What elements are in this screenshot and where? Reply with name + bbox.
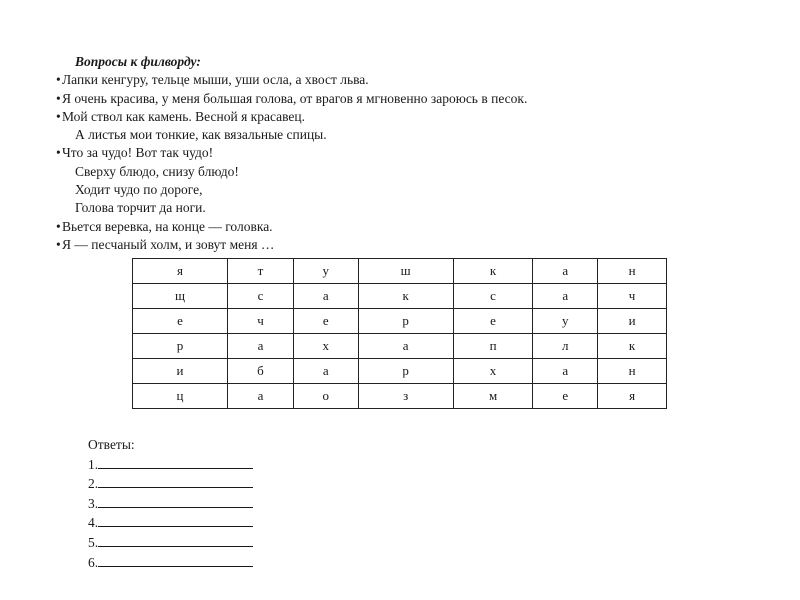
grid-cell: у [533, 309, 598, 334]
answer-line-3 [88, 494, 253, 514]
grid-cell: б [228, 359, 294, 384]
question-text: Я — песчаный холм, и зовут меня … [62, 236, 275, 252]
answer-number: 3. [88, 495, 99, 511]
answer-blank[interactable] [98, 553, 253, 567]
grid-cell: а [533, 284, 598, 309]
grid-cell: х [453, 359, 533, 384]
grid-cell: м [453, 384, 533, 409]
question-4-continuation: Сверху блюдо, снизу блюдо! [75, 163, 239, 179]
grid-cell: х [293, 334, 358, 359]
answer-line-1 [88, 455, 253, 475]
bullet-icon: • [56, 72, 61, 88]
answer-line-2 [88, 474, 253, 494]
question-5 [56, 218, 756, 236]
question-text: Лапки кенгуру, тельце мыши, уши осла, а хвост льва. [62, 72, 369, 88]
answer-number: 4. [88, 515, 99, 531]
answer-line-6 [88, 553, 253, 573]
bullet-icon: • [56, 108, 61, 124]
question-text: Что за чудо! Вот так чудо! [62, 145, 214, 161]
answer-blank[interactable] [98, 533, 253, 547]
grid-cell: щ [133, 284, 228, 309]
answer-number: 2. [88, 476, 99, 492]
grid-cell: и [598, 309, 667, 334]
answer-blank[interactable] [98, 513, 253, 527]
grid-cell: а [228, 384, 294, 409]
answer-number: 1. [88, 456, 99, 472]
grid-cell: а [358, 334, 453, 359]
grid-cell: т [228, 259, 294, 284]
question-3 [56, 108, 756, 126]
question-4 [56, 144, 756, 162]
grid-row [133, 359, 667, 384]
grid-cell: к [598, 334, 667, 359]
grid-cell: ч [598, 284, 667, 309]
grid-cell: к [453, 259, 533, 284]
grid-cell: е [133, 309, 228, 334]
bullet-icon: • [56, 236, 61, 252]
answer-line-5 [88, 533, 253, 553]
grid-cell: ц [133, 384, 228, 409]
grid-cell: а [533, 359, 598, 384]
grid-row [133, 284, 667, 309]
grid-cell: я [133, 259, 228, 284]
word-search-grid [132, 258, 667, 409]
grid-cell: н [598, 259, 667, 284]
grid-row [133, 309, 667, 334]
grid-cell: ш [358, 259, 453, 284]
answer-line-4 [88, 513, 253, 533]
answers-title: Ответы: [88, 437, 135, 452]
grid-cell: е [533, 384, 598, 409]
question-text: Вьется веревка, на конце — головка. [62, 218, 273, 234]
answer-blank[interactable] [98, 455, 253, 469]
grid-cell: л [533, 334, 598, 359]
grid-cell: а [228, 334, 294, 359]
grid-cell: у [293, 259, 358, 284]
grid-cell: с [228, 284, 294, 309]
answer-blank[interactable] [98, 474, 253, 488]
grid-row [133, 334, 667, 359]
grid-cell: п [453, 334, 533, 359]
grid-cell: н [598, 359, 667, 384]
grid-cell: а [533, 259, 598, 284]
grid-cell: а [293, 284, 358, 309]
bullet-icon: • [56, 218, 61, 234]
bullet-icon: • [56, 90, 61, 106]
questions-block [56, 53, 756, 254]
grid-cell: и [133, 359, 228, 384]
bullet-icon: • [56, 145, 61, 161]
answer-blank[interactable] [98, 494, 253, 508]
grid-cell: р [358, 309, 453, 334]
grid-cell: е [453, 309, 533, 334]
question-4-continuation: Голова торчит да ноги. [75, 200, 206, 216]
grid-cell: ч [228, 309, 294, 334]
answers-block [88, 436, 253, 572]
question-2 [56, 90, 756, 108]
question-text: Мой ствол как камень. Весной я красавец. [62, 108, 305, 124]
grid-cell: я [598, 384, 667, 409]
question-1 [56, 71, 756, 89]
question-4-continuation: Ходит чудо по дороге, [75, 182, 203, 198]
answer-number: 6. [88, 554, 99, 570]
grid-cell: к [358, 284, 453, 309]
questions-title: Вопросы к филворду: [75, 54, 201, 69]
question-3-continuation: А листья мои тонкие, как вязальные спицы. [75, 127, 327, 143]
question-6 [56, 236, 756, 254]
grid-cell: а [293, 359, 358, 384]
answer-number: 5. [88, 534, 99, 550]
question-text: Я очень красива, у меня большая голова, от врагов я мгновенно зароюсь в песок. [62, 90, 528, 106]
grid-row [133, 259, 667, 284]
grid-cell: е [293, 309, 358, 334]
grid-cell: з [358, 384, 453, 409]
grid-cell: с [453, 284, 533, 309]
grid-cell: р [358, 359, 453, 384]
grid-cell: р [133, 334, 228, 359]
grid-cell: о [293, 384, 358, 409]
grid-row [133, 384, 667, 409]
